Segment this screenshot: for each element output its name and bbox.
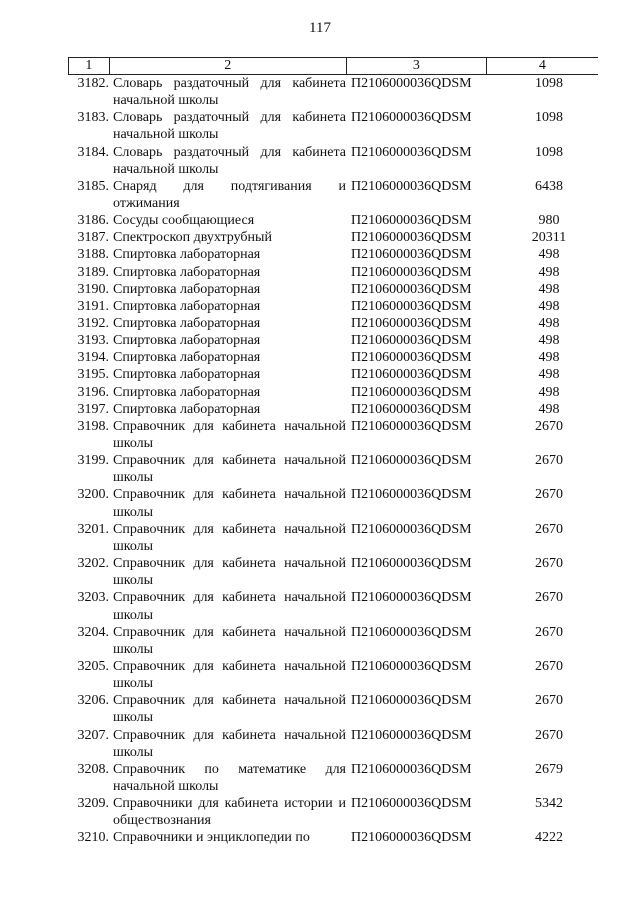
table-row (68, 384, 598, 401)
item-value: 1098 (535, 110, 563, 126)
row-number: 3197. (77, 401, 109, 417)
item-code: П2106000036QDSM (351, 264, 472, 280)
item-value: 4222 (535, 830, 563, 846)
table-row (68, 452, 598, 486)
item-code: П2106000036QDSM (351, 624, 472, 640)
item-value: 498 (538, 298, 560, 314)
table-row (68, 624, 598, 658)
item-code: П2106000036QDSM (351, 521, 472, 537)
row-number: 3203. (77, 590, 109, 606)
item-code: П2106000036QDSM (351, 76, 472, 91)
item-name: Сосуды сообщающиеся (113, 213, 255, 229)
item-name: Словарь раздаточный для кабинета начальной школы (113, 110, 346, 143)
item-name: Справочник для кабинета начальной школы (113, 624, 346, 657)
item-value: 498 (538, 247, 560, 263)
item-value: 1098 (535, 144, 563, 160)
row-number: 3193. (77, 333, 109, 349)
item-name: Справочник для кабинета начальной школы (113, 658, 346, 692)
column-header-4: 4 (538, 58, 546, 73)
row-number: 3201. (77, 521, 109, 537)
table-row (68, 521, 598, 555)
item-code: П2106000036QDSM (351, 693, 472, 709)
table-row (68, 298, 598, 315)
item-code: П2106000036QDSM (351, 418, 472, 434)
item-code: П2106000036QDSM (351, 213, 472, 229)
table-row (68, 109, 598, 143)
item-code: П2106000036QDSM (351, 401, 472, 417)
row-number: 3188. (77, 247, 109, 263)
item-value: 498 (538, 316, 560, 332)
item-code: П2106000036QDSM (351, 247, 472, 263)
row-number: 3182. (77, 76, 109, 91)
item-value: 2670 (535, 624, 563, 640)
table-row (68, 418, 598, 452)
item-name: Справочник для кабинета начальной школы (113, 418, 346, 452)
table-row (68, 349, 598, 366)
item-value: 2670 (535, 487, 563, 503)
table-row (68, 555, 598, 589)
item-value: 498 (538, 281, 560, 297)
item-value: 980 (538, 213, 560, 229)
row-number: 3200. (77, 487, 109, 503)
item-code: П2106000036QDSM (351, 367, 472, 383)
item-value: 20311 (531, 230, 567, 246)
row-number: 3195. (77, 367, 109, 383)
item-name: Спектроскоп двухтрубный (113, 230, 272, 246)
item-value: 6438 (535, 178, 563, 194)
item-value: 2670 (535, 693, 563, 709)
row-number: 3208. (77, 761, 109, 777)
column-header-3: 3 (347, 58, 487, 74)
item-value: 5342 (535, 796, 563, 812)
table-row (68, 264, 598, 281)
table-row (68, 144, 598, 178)
row-number: 3189. (77, 264, 109, 280)
item-name: Спиртовка лабораторная (113, 350, 261, 366)
item-code: П2106000036QDSM (351, 230, 472, 246)
item-code: П2106000036QDSM (351, 350, 472, 366)
item-code: П2106000036QDSM (351, 281, 472, 297)
item-code: П2106000036QDSM (351, 453, 472, 469)
table-body (68, 75, 598, 847)
document-table (68, 57, 598, 847)
table-row (68, 229, 598, 246)
table-row (68, 75, 598, 109)
item-name: Спиртовка лабораторная (113, 333, 261, 349)
table-row (68, 178, 598, 212)
item-code: П2106000036QDSM (351, 333, 472, 349)
table-row (68, 486, 598, 520)
row-number: 3204. (77, 624, 109, 640)
table-row (68, 212, 598, 229)
row-number: 3206. (77, 693, 109, 709)
item-name: Справочник для кабинета начальной школы (113, 521, 346, 554)
item-name: Справочник для кабинета начальной школы (113, 590, 346, 623)
item-name: Словарь раздаточный для кабинета начальной школы (113, 76, 346, 109)
item-name: Справочник для кабинета начальной школы (113, 727, 346, 760)
table-row (68, 332, 598, 349)
item-code: П2106000036QDSM (351, 178, 472, 194)
table-row (68, 589, 598, 623)
item-value: 2670 (535, 727, 563, 743)
item-value: 2670 (535, 658, 563, 674)
item-code: П2106000036QDSM (351, 110, 472, 126)
item-code: П2106000036QDSM (351, 761, 472, 777)
item-value: 2670 (535, 453, 563, 469)
item-name: Спиртовка лабораторная (113, 367, 261, 383)
item-value: 2679 (535, 761, 563, 777)
item-code: П2106000036QDSM (351, 144, 472, 160)
item-value: 498 (538, 401, 560, 417)
item-code: П2106000036QDSM (351, 556, 472, 572)
item-value: 498 (538, 384, 560, 400)
row-number: 3198. (77, 418, 109, 434)
item-code: П2106000036QDSM (351, 830, 472, 846)
table-row (68, 401, 598, 418)
item-name: Справочник для кабинета начальной школы (113, 453, 346, 486)
item-value: 2670 (535, 590, 563, 606)
item-name: Спиртовка лабораторная (113, 264, 261, 280)
row-number: 3187. (77, 230, 109, 246)
item-value: 1098 (535, 76, 563, 91)
table-row (68, 829, 598, 846)
table-row (68, 795, 598, 829)
item-name: Спиртовка лабораторная (113, 247, 261, 263)
page-number: 117 (309, 20, 331, 36)
table-row (68, 658, 598, 692)
table-row (68, 727, 598, 761)
table-row (68, 315, 598, 332)
item-name: Спиртовка лабораторная (113, 384, 261, 400)
item-value: 2670 (535, 521, 563, 537)
item-name: Справочник по математике для начальной школы (113, 761, 346, 794)
row-number: 3209. (77, 796, 109, 812)
item-code: П2106000036QDSM (351, 658, 472, 674)
table-row (68, 246, 598, 263)
row-number: 3199. (77, 453, 109, 469)
item-value: 498 (538, 333, 560, 349)
table-header (68, 57, 598, 75)
item-name: Спиртовка лабораторная (113, 281, 261, 297)
item-value: 498 (538, 367, 560, 383)
item-code: П2106000036QDSM (351, 727, 472, 743)
item-code: П2106000036QDSM (351, 796, 472, 812)
item-value: 2670 (535, 556, 563, 572)
item-name: Справочники и энциклопедии по (113, 830, 310, 846)
row-number: 3210. (77, 830, 109, 846)
item-value: 2670 (535, 418, 563, 434)
item-code: П2106000036QDSM (351, 487, 472, 503)
row-number: 3185. (77, 178, 109, 194)
row-number: 3184. (77, 144, 109, 160)
item-name: Снаряд для подтягивания и отжимания (113, 178, 346, 212)
item-name: Спиртовка лабораторная (113, 401, 261, 417)
item-name: Справочник для кабинета начальной школы (113, 487, 346, 520)
row-number: 3207. (77, 727, 109, 743)
item-code: П2106000036QDSM (351, 590, 472, 606)
item-name: Спиртовка лабораторная (113, 298, 261, 314)
item-name: Справочники для кабинета истории и обществознания (113, 796, 346, 829)
item-code: П2106000036QDSM (351, 384, 472, 400)
table-row (68, 692, 598, 726)
column-header-2: 2 (110, 58, 347, 74)
table-row (68, 281, 598, 298)
item-name: Спиртовка лабораторная (113, 316, 261, 332)
row-number: 3190. (77, 281, 109, 297)
row-number: 3205. (77, 658, 109, 674)
row-number: 3194. (77, 350, 109, 366)
item-value: 498 (538, 264, 560, 280)
row-number: 3183. (77, 110, 109, 126)
row-number: 3202. (77, 556, 109, 572)
row-number: 3196. (77, 384, 109, 400)
item-name: Словарь раздаточный для кабинета начальной школы (113, 144, 346, 177)
column-header-1: 1 (68, 58, 110, 74)
table-row (68, 366, 598, 383)
item-code: П2106000036QDSM (351, 298, 472, 314)
row-number: 3186. (77, 213, 109, 229)
row-number: 3192. (77, 316, 109, 332)
item-value: 498 (538, 350, 560, 366)
item-code: П2106000036QDSM (351, 316, 472, 332)
item-name: Справочник для кабинета начальной школы (113, 693, 346, 726)
table-row (68, 761, 598, 795)
item-name: Справочник для кабинета начальной школы (113, 556, 346, 589)
row-number: 3191. (77, 298, 109, 314)
